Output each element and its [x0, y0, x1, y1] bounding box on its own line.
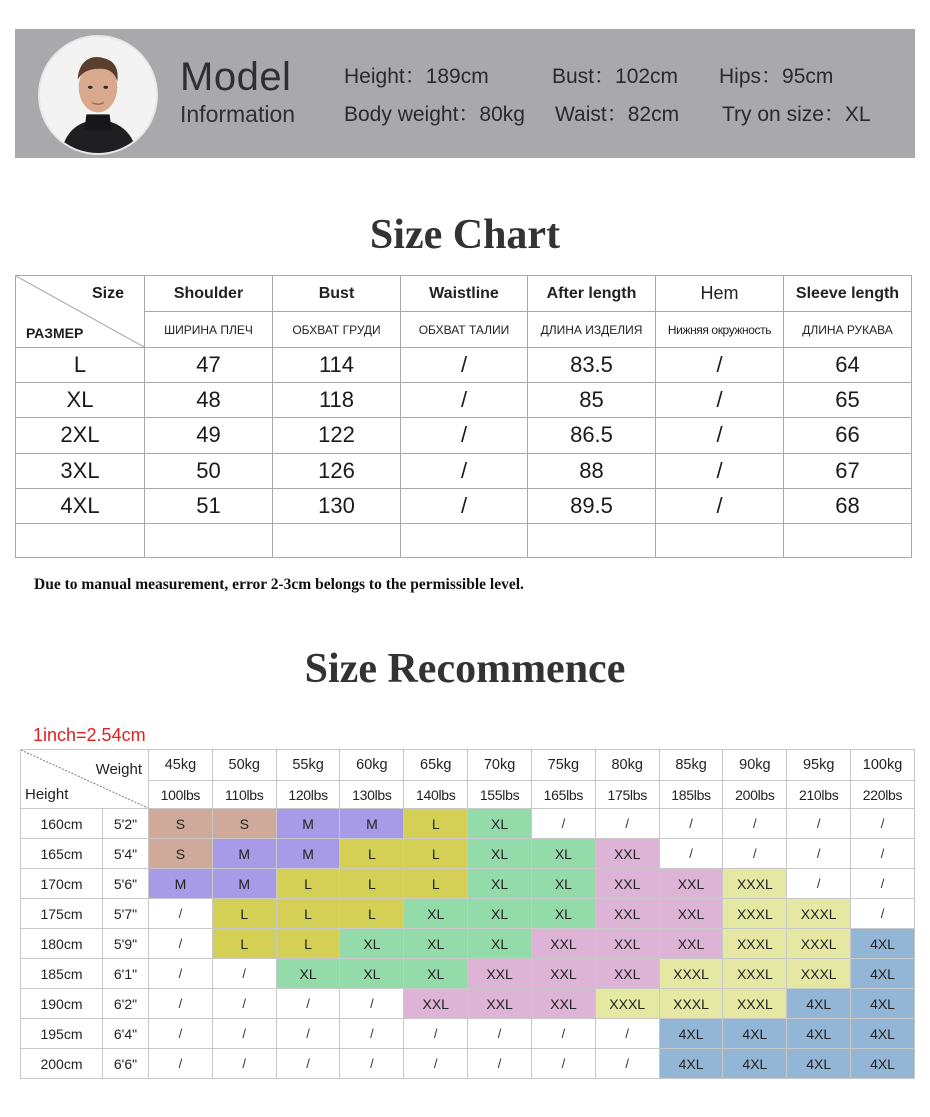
height-ft-label: 6'2"	[103, 989, 149, 1019]
no-size-cell: /	[340, 989, 404, 1019]
weight-lbs-header: 140lbs	[404, 781, 468, 809]
no-size-cell: /	[276, 1049, 340, 1079]
weight-kg-header: 70kg	[468, 750, 532, 781]
no-size-cell: /	[212, 959, 276, 989]
recommended-size-cell: XL	[340, 929, 404, 959]
recommended-size-cell: XXXL	[723, 989, 787, 1019]
size-label: 2XL	[16, 418, 145, 453]
height-row	[21, 929, 915, 959]
weight-lbs-header: 175lbs	[595, 781, 659, 809]
height-row	[21, 959, 915, 989]
recommended-size-cell: 4XL	[659, 1049, 723, 1079]
no-size-cell: /	[851, 899, 915, 929]
after-length-value: 88	[528, 453, 656, 488]
height-ft-label: 5'6"	[103, 869, 149, 899]
hem-value: /	[656, 383, 784, 418]
empty-cell	[273, 523, 401, 557]
recommended-size-cell: 4XL	[851, 989, 915, 1019]
weight-lbs-header: 120lbs	[276, 781, 340, 809]
waistline-value: /	[401, 348, 528, 383]
no-size-cell: /	[659, 809, 723, 839]
recommended-size-cell: S	[149, 809, 213, 839]
size-label: L	[16, 348, 145, 383]
header-waistline: Waistline	[401, 276, 528, 312]
header-bust: Bust	[273, 276, 401, 312]
no-size-cell: /	[595, 1019, 659, 1049]
header-shoulder: Shoulder	[145, 276, 273, 312]
height-cm-label: 200cm	[21, 1049, 103, 1079]
no-size-cell: /	[276, 989, 340, 1019]
recommended-size-cell: XXL	[468, 989, 532, 1019]
recommended-size-cell: XXL	[468, 959, 532, 989]
no-size-cell: /	[851, 869, 915, 899]
size-chart-row	[16, 383, 912, 418]
recommended-size-cell: XXL	[659, 899, 723, 929]
recommended-size-cell: M	[340, 809, 404, 839]
no-size-cell: /	[468, 1019, 532, 1049]
no-size-cell: /	[531, 1049, 595, 1079]
header-ru-sleeve-length: ДЛИНА РУКАВА	[784, 312, 912, 348]
recommended-size-cell: L	[212, 929, 276, 959]
recommended-size-cell: M	[276, 809, 340, 839]
recommended-size-cell: XXL	[404, 989, 468, 1019]
recommended-size-cell: XXL	[531, 989, 595, 1019]
recommended-size-cell: XL	[404, 899, 468, 929]
no-size-cell: /	[595, 809, 659, 839]
recommended-size-cell: 4XL	[723, 1049, 787, 1079]
size-chart-title: Size Chart	[369, 212, 561, 258]
recommended-size-cell: XL	[468, 869, 532, 899]
recommended-size-cell: L	[276, 899, 340, 929]
recommended-size-cell: L	[212, 899, 276, 929]
recommended-size-cell: 4XL	[787, 1019, 851, 1049]
recommended-size-cell: XXL	[595, 899, 659, 929]
recommended-size-cell: 4XL	[851, 1019, 915, 1049]
weight-kg-header: 65kg	[404, 750, 468, 781]
after-length-value: 83.5	[528, 348, 656, 383]
size-chart-rows	[16, 348, 912, 524]
height-cm-label: 170cm	[21, 869, 103, 899]
recommended-size-cell: L	[340, 869, 404, 899]
recommended-size-cell: XL	[468, 839, 532, 869]
height-row	[21, 989, 915, 1019]
weight-lbs-header: 155lbs	[468, 781, 532, 809]
model-avatar	[38, 35, 158, 155]
no-size-cell: /	[212, 1019, 276, 1049]
size-chart-empty-row	[16, 523, 912, 557]
height-row	[21, 839, 915, 869]
sleeve-length-value: 68	[784, 488, 912, 523]
recommended-size-cell: L	[404, 809, 468, 839]
height-row	[21, 1019, 915, 1049]
header-after-length: After length	[528, 276, 656, 312]
weight-kg-row	[21, 750, 915, 781]
recommended-size-cell: XL	[531, 899, 595, 929]
height-ft-label: 5'2"	[103, 809, 149, 839]
shoulder-value: 51	[145, 488, 273, 523]
recommended-size-cell: 4XL	[787, 989, 851, 1019]
height-ft-label: 5'4"	[103, 839, 149, 869]
recommended-size-cell: XXXL	[595, 989, 659, 1019]
weight-kg-header: 45kg	[149, 750, 213, 781]
size-label: 3XL	[16, 453, 145, 488]
model-photo-icon	[40, 37, 156, 153]
model-height: Height：189cm	[344, 65, 489, 88]
no-size-cell: /	[149, 929, 213, 959]
recommended-size-cell: S	[212, 809, 276, 839]
no-size-cell: /	[276, 1019, 340, 1049]
weight-kg-header: 55kg	[276, 750, 340, 781]
after-length-value: 85	[528, 383, 656, 418]
measurement-note: Due to manual measurement, error 2-3cm belongs to the permissible level.	[34, 576, 524, 593]
recommended-size-cell: XL	[531, 839, 595, 869]
weight-lbs-header: 165lbs	[531, 781, 595, 809]
no-size-cell: /	[340, 1049, 404, 1079]
model-waist: Waist：82cm	[555, 103, 680, 126]
height-ft-label: 5'9"	[103, 929, 149, 959]
recommended-size-cell: XXXL	[659, 989, 723, 1019]
bust-value: 114	[273, 348, 401, 383]
no-size-cell: /	[851, 809, 915, 839]
weight-kg-header: 60kg	[340, 750, 404, 781]
no-size-cell: /	[149, 989, 213, 1019]
shoulder-value: 48	[145, 383, 273, 418]
recommended-size-cell: XL	[276, 959, 340, 989]
bust-value: 122	[273, 418, 401, 453]
after-length-value: 86.5	[528, 418, 656, 453]
shoulder-value: 49	[145, 418, 273, 453]
corner-weight-label: Weight	[95, 761, 142, 778]
recommended-size-cell: XXXL	[787, 929, 851, 959]
header-ru-waistline: ОБХВАТ ТАЛИИ	[401, 312, 528, 348]
weight-lbs-header: 185lbs	[659, 781, 723, 809]
recommended-size-cell: M	[149, 869, 213, 899]
weight-kg-header: 80kg	[595, 750, 659, 781]
no-size-cell: /	[851, 839, 915, 869]
model-subtitle: Information	[180, 101, 296, 127]
recommended-size-cell: 4XL	[851, 959, 915, 989]
size-chart-row	[16, 418, 912, 453]
height-cm-label: 165cm	[21, 839, 103, 869]
recommended-size-cell: XXXL	[723, 959, 787, 989]
height-cm-label: 175cm	[21, 899, 103, 929]
model-title: Model	[180, 55, 292, 99]
no-size-cell: /	[531, 1019, 595, 1049]
weight-lbs-header: 200lbs	[723, 781, 787, 809]
model-bust: Bust：102cm	[552, 65, 679, 88]
height-cm-label: 190cm	[21, 989, 103, 1019]
size-recommend-title: Size Recommence	[304, 646, 626, 692]
weight-lbs-header: 110lbs	[212, 781, 276, 809]
recommended-size-cell: XXXL	[659, 959, 723, 989]
weight-lbs-header: 100lbs	[149, 781, 213, 809]
no-size-cell: /	[212, 1049, 276, 1079]
header-ru-after-length: ДЛИНА ИЗДЕЛИЯ	[528, 312, 656, 348]
no-size-cell: /	[404, 1049, 468, 1079]
size-chart-table	[15, 275, 912, 558]
no-size-cell: /	[595, 1049, 659, 1079]
height-row	[21, 1049, 915, 1079]
size-chart-corner	[16, 276, 145, 348]
height-cm-label: 195cm	[21, 1019, 103, 1049]
height-cm-label: 160cm	[21, 809, 103, 839]
recommended-size-cell: M	[212, 839, 276, 869]
height-ft-label: 5'7"	[103, 899, 149, 929]
recommended-size-cell: XL	[468, 929, 532, 959]
size-label: XL	[16, 383, 145, 418]
after-length-value: 89.5	[528, 488, 656, 523]
no-size-cell: /	[340, 1019, 404, 1049]
height-ft-label: 6'4"	[103, 1019, 149, 1049]
waistline-value: /	[401, 488, 528, 523]
recommended-size-cell: XXL	[659, 869, 723, 899]
recommended-size-cell: XXL	[595, 869, 659, 899]
header-sleeve-length: Sleeve length	[784, 276, 912, 312]
model-info-banner	[15, 29, 915, 158]
recommended-size-cell: L	[404, 869, 468, 899]
no-size-cell: /	[468, 1049, 532, 1079]
no-size-cell: /	[212, 989, 276, 1019]
bust-value: 130	[273, 488, 401, 523]
weight-kg-header: 95kg	[787, 750, 851, 781]
no-size-cell: /	[723, 839, 787, 869]
recommended-size-cell: XXL	[595, 929, 659, 959]
recommended-size-cell: XL	[340, 959, 404, 989]
recommended-size-cell: XXXL	[787, 899, 851, 929]
height-row	[21, 899, 915, 929]
recommended-size-cell: 4XL	[723, 1019, 787, 1049]
recommended-size-cell: 4XL	[787, 1049, 851, 1079]
empty-cell	[784, 523, 912, 557]
header-ru-shoulder: ШИРИНА ПЛЕЧ	[145, 312, 273, 348]
shoulder-value: 50	[145, 453, 273, 488]
recommended-size-cell: XXL	[595, 959, 659, 989]
no-size-cell: /	[404, 1019, 468, 1049]
no-size-cell: /	[149, 1049, 213, 1079]
bust-value: 118	[273, 383, 401, 418]
recommended-size-cell: XXXL	[723, 929, 787, 959]
recommended-size-cell: XXXL	[723, 869, 787, 899]
no-size-cell: /	[723, 809, 787, 839]
weight-lbs-header: 210lbs	[787, 781, 851, 809]
sleeve-length-value: 65	[784, 383, 912, 418]
model-weight: Body weight：80kg	[344, 103, 525, 126]
empty-cell	[145, 523, 273, 557]
shoulder-value: 47	[145, 348, 273, 383]
recommended-size-cell: M	[212, 869, 276, 899]
header-ru-bust: ОБХВАТ ГРУДИ	[273, 312, 401, 348]
size-label: 4XL	[16, 488, 145, 523]
recommended-size-cell: 4XL	[851, 1049, 915, 1079]
size-recommend-rows	[21, 809, 915, 1079]
size-chart-row	[16, 488, 912, 523]
recommended-size-cell: 4XL	[851, 929, 915, 959]
height-ft-label: 6'1"	[103, 959, 149, 989]
recommended-size-cell: XXL	[531, 959, 595, 989]
size-recommend-table	[20, 749, 915, 1079]
weight-kg-header: 75kg	[531, 750, 595, 781]
recommended-size-cell: L	[340, 899, 404, 929]
waistline-value: /	[401, 383, 528, 418]
height-cm-label: 185cm	[21, 959, 103, 989]
empty-cell	[528, 523, 656, 557]
recommended-size-cell: XL	[531, 869, 595, 899]
empty-cell	[16, 523, 145, 557]
corner-ru-label: РАЗМЕР	[26, 325, 84, 341]
recommend-corner	[21, 750, 149, 809]
weight-lbs-header: 220lbs	[851, 781, 915, 809]
bust-value: 126	[273, 453, 401, 488]
corner-size-label: Size	[91, 285, 124, 302]
recommended-size-cell: XXXL	[787, 959, 851, 989]
waistline-value: /	[401, 418, 528, 453]
recommended-size-cell: L	[276, 929, 340, 959]
recommended-size-cell: S	[149, 839, 213, 869]
corner-height-label: Height	[25, 786, 69, 803]
height-cm-label: 180cm	[21, 929, 103, 959]
weight-kg-header: 50kg	[212, 750, 276, 781]
weight-lbs-row	[21, 781, 915, 809]
recommended-size-cell: XL	[404, 929, 468, 959]
recommended-size-cell: XXL	[595, 839, 659, 869]
size-chart-row	[16, 453, 912, 488]
hem-value: /	[656, 418, 784, 453]
recommended-size-cell: XXL	[531, 929, 595, 959]
recommended-size-cell: L	[340, 839, 404, 869]
sleeve-length-value: 66	[784, 418, 912, 453]
height-row	[21, 869, 915, 899]
no-size-cell: /	[149, 959, 213, 989]
recommended-size-cell: XL	[468, 899, 532, 929]
recommended-size-cell: L	[276, 869, 340, 899]
height-ft-label: 6'6"	[103, 1049, 149, 1079]
recommended-size-cell: XL	[404, 959, 468, 989]
recommended-size-cell: XXXL	[723, 899, 787, 929]
hem-value: /	[656, 488, 784, 523]
empty-cell	[656, 523, 784, 557]
empty-cell	[401, 523, 528, 557]
recommended-size-cell: M	[276, 839, 340, 869]
no-size-cell: /	[659, 839, 723, 869]
sleeve-length-value: 64	[784, 348, 912, 383]
weight-kg-header: 85kg	[659, 750, 723, 781]
recommended-size-cell: XXL	[659, 929, 723, 959]
no-size-cell: /	[787, 839, 851, 869]
weight-lbs-header: 130lbs	[340, 781, 404, 809]
hem-value: /	[656, 453, 784, 488]
height-row	[21, 809, 915, 839]
inch-conversion-note: 1inch=2.54cm	[33, 725, 146, 745]
weight-kg-header: 90kg	[723, 750, 787, 781]
size-chart-row	[16, 348, 912, 383]
recommended-size-cell: 4XL	[659, 1019, 723, 1049]
weight-kg-header: 100kg	[851, 750, 915, 781]
no-size-cell: /	[149, 1019, 213, 1049]
header-hem: Hem	[656, 276, 784, 312]
header-ru-hem: Нижняя окружность	[656, 312, 784, 348]
model-hips: Hips：95cm	[719, 65, 834, 88]
waistline-value: /	[401, 453, 528, 488]
no-size-cell: /	[787, 869, 851, 899]
model-try-on-size: Try on size：XL	[722, 103, 871, 126]
no-size-cell: /	[149, 899, 213, 929]
sleeve-length-value: 67	[784, 453, 912, 488]
no-size-cell: /	[787, 809, 851, 839]
hem-value: /	[656, 348, 784, 383]
no-size-cell: /	[531, 809, 595, 839]
recommended-size-cell: L	[404, 839, 468, 869]
recommended-size-cell: XL	[468, 809, 532, 839]
